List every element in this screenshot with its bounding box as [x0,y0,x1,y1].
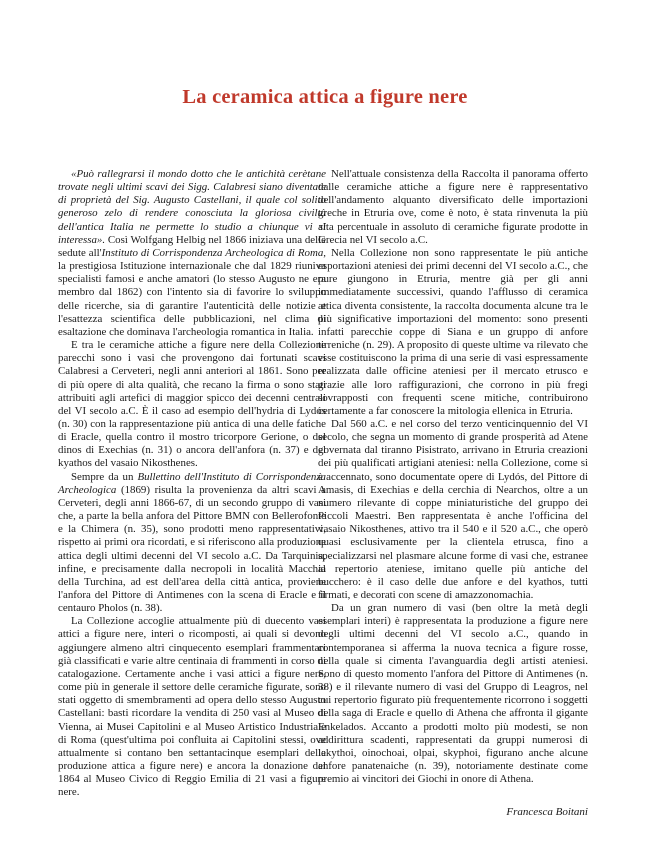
text-run: La Collezione accoglie attualmente più di duecento vasi attici a figure nere, interi o ricomposti, ai quali si devono aggiungere almeno altri cinquecento esemplari frammentari già classificati e varie altre centinaia di frammenti in corso di catalogazione. Certamente anche i vasi attici a figure nere, come più in generale il settore delle ceramiche figurate, sono stati oggetto di smembramenti ad opera dello stesso Augusto Castellani: basti ricordare la vendita di 250 vasi al Museo di Vienna, ai Musei Capitolini e al Museo Artistico Industriale di Roma (quest'ultima poi confluita ai Capitolini stessi, ove attualmente si contano ben settantacinque esemplari della produzione attica a figure nere) e ancora la donazione del 1864 al Museo Civico di Reggio Emilia di 21 vasi a figure nere. [58,615,326,799]
text-run: Così Wolfgang Helbig nel 1866 iniziava una delle sedute all' [58,233,326,259]
paragraph [318,168,588,247]
text-run: Dal 560 a.C. e nel corso del terzo venticinquennio del VI secolo, che segna un momento di grande prosperità ad Atene governata dal tiranno Pisistrato, arrivano in Etruria creazioni dei più qualificati artigiani ateniesi: nella Collezione, come si è accennato, sono documentate opere di Lydós, del Pittore di Amasis, di Exechias e della cerchia di Nearchos, oltre a un numero rilevante di coppe miniaturistiche del gruppo dei Piccoli Maestri. Ben rappresentata è anche l'officina del vasaio Nikosthenes, attivo tra il 540 e il 520 a.C., che operò quasi esclusivamente per la clientela etrusca, fino a specializzarsi nel plasmare alcune forme di vasi che, estranee al repertorio ateniese, imitano quelle più antiche del bucchero: è il caso delle due anfore e del kyathos, tutti firmati, e decorati con scene di amazzonomachia. [318,417,588,601]
text-run: Da un gran numero di vasi (ben oltre la metà degli esemplari interi) è rappresentata la produzione a figure nere degli ultimi decenni del VI secolo a.C., quando in contemporanea si afferma la nuova tecnica a figure rosse, nella quale si cimenta l'avanguardia degli artisti ateniesi. Sono di questo momento l'anfora del Pittore di Antimenes (n. 38) e il rilevante numero di vasi del Gruppo di Leagros, nel cui repertorio figurato più frequentemente ricorrono i soggetti della saga di Eracle e quello di Athena che affronta il gigante Enkelados. Accanto a prodotti molto più modesti, se non addirittura scadenti, rappresentati da gruppi numerosi di lekythoi, oinochoai, olpai, skyphoi, figurano anche alcune anfore panatenaiche (n. 39), notoriamente destinate come premio ai vincitori dei Giochi in onore di Athena. [318,602,588,786]
text-run: , la prestigiosa Istituzione internazionale che dal 1829 riuniva specialisti famosi e anche amatori (lo stesso Augusto ne era membro dal 1862) con l'intento sia di favorire lo sviluppo delle ricerche, sia di garantire l'autenticità delle notizie e l'esattezza scientifica delle pubblicazioni, nel clima di esaltazione che dominava l'archeologia romantica in Italia. [58,246,326,338]
italic-text: Instituto di Corrispondenza Archeologica di Roma [101,246,324,259]
paragraph [318,418,588,602]
text-run: Nell'attuale consistenza della Raccolta il panorama offerto dalle ceramiche attiche a figure nere è rappresentativo dell'andamento alquanto diversificato delle importazioni greche in Etruria ove, come è noto, è stata rinvenuta la più alta percentuale in assoluto di ceramiche figurate prodotte in Grecia nel VI secolo a.C. [318,168,588,246]
text-run: Sempre da un [71,470,138,483]
text-run: E tra le ceramiche attiche a figure nere della Collezione parecchi sono i vasi che provengono dai fortunati scavi Calabresi a Cerveteri, negli anni anteriori al 1861. Sono per di più opere di alta qualità, che recano la firma o sono stati attribuiti agli artefici di maggior spicco dei decenni centrali del VI secolo a.C. È il caso ad esempio dell'hydria di Lydós (n. 30) con la rappresentazione più antica di una delle fatiche di Eracle, quella contro il mostro tricorpore Gerione, o del dinos di Exechias (n. 31) o ancora dell'anfora (n. 37) e del kyathos del vasaio Nikosthenes. [58,339,326,470]
author-signature: Francesca Boitani [506,806,588,818]
italic-text: «Può rallegrarsi il mondo dotto che le antichità cerètane trovate negli ultimi scavi dei Sigg. Calabresi siano diventate di proprietà del Sig. Augusto Castellani, il quale col solito generoso zelo di rendere conosciuta la gloriosa civiltà dell'antica Italia ne permette lo studio a chiunque vi si interessa». [58,168,326,246]
text-run: Nella Collezione non sono rappresentate le più antiche esportazioni ateniesi dei primi decenni del VI secolo a.C., che pure giungono in Etruria, mentre già per gli anni immediatamente successivi, quando l'afflusso di ceramica attica diventa consistente, la raccolta documenta alcune tra le più significative importazioni del momento: sono presenti infatti parecchie coppe di Siana e un gruppo di anfore tirreniche (n. 29). A proposito di queste ultime va rilevato che esse costituiscono la prima di una serie di vasi espressamente realizzata dalle officine ateniesi per il mercato etrusco e grazie alle loro raffigurazioni, che corrono in più fregi sovrapposti con frequenti scene mitiche, contribuirono certamente a far conoscere la mitologia ellenica in Etruria. [318,246,588,417]
paragraph [318,602,588,786]
paragraph [58,168,326,339]
left-column [58,168,326,800]
text-run: (1869) risulta la provenienza da altri scavi a Cerveteri, degli anni 1866-67, di un secondo gruppo di vasi che, a parte la bella anfora del Pittore BMN con Bellerofonte e la Chimera (n. 35), sono prodotti meno rappresentativi, rispetto ai primi ora ricordati, e si riferiscono alla produzione attica degli ultimi decenni del VI secolo a.C. Da Tarquinia, infine, e precisamente dalla necropoli in località Macchia della Turchina, ad est dell'area della città antica, proviene l'anfora del Pittore di Antimenes con la scena di Eracle e il centauro Pholos (n. 38). [58,483,326,615]
paragraph [58,339,326,471]
page-title: La ceramica attica a figure nere [182,86,468,108]
paragraph [58,615,326,799]
paragraph [58,471,326,616]
italic-text: Bullettino dell'Instituto di Corrispondenza Archeologica [58,470,327,496]
right-column [318,168,588,786]
paragraph [318,247,588,418]
